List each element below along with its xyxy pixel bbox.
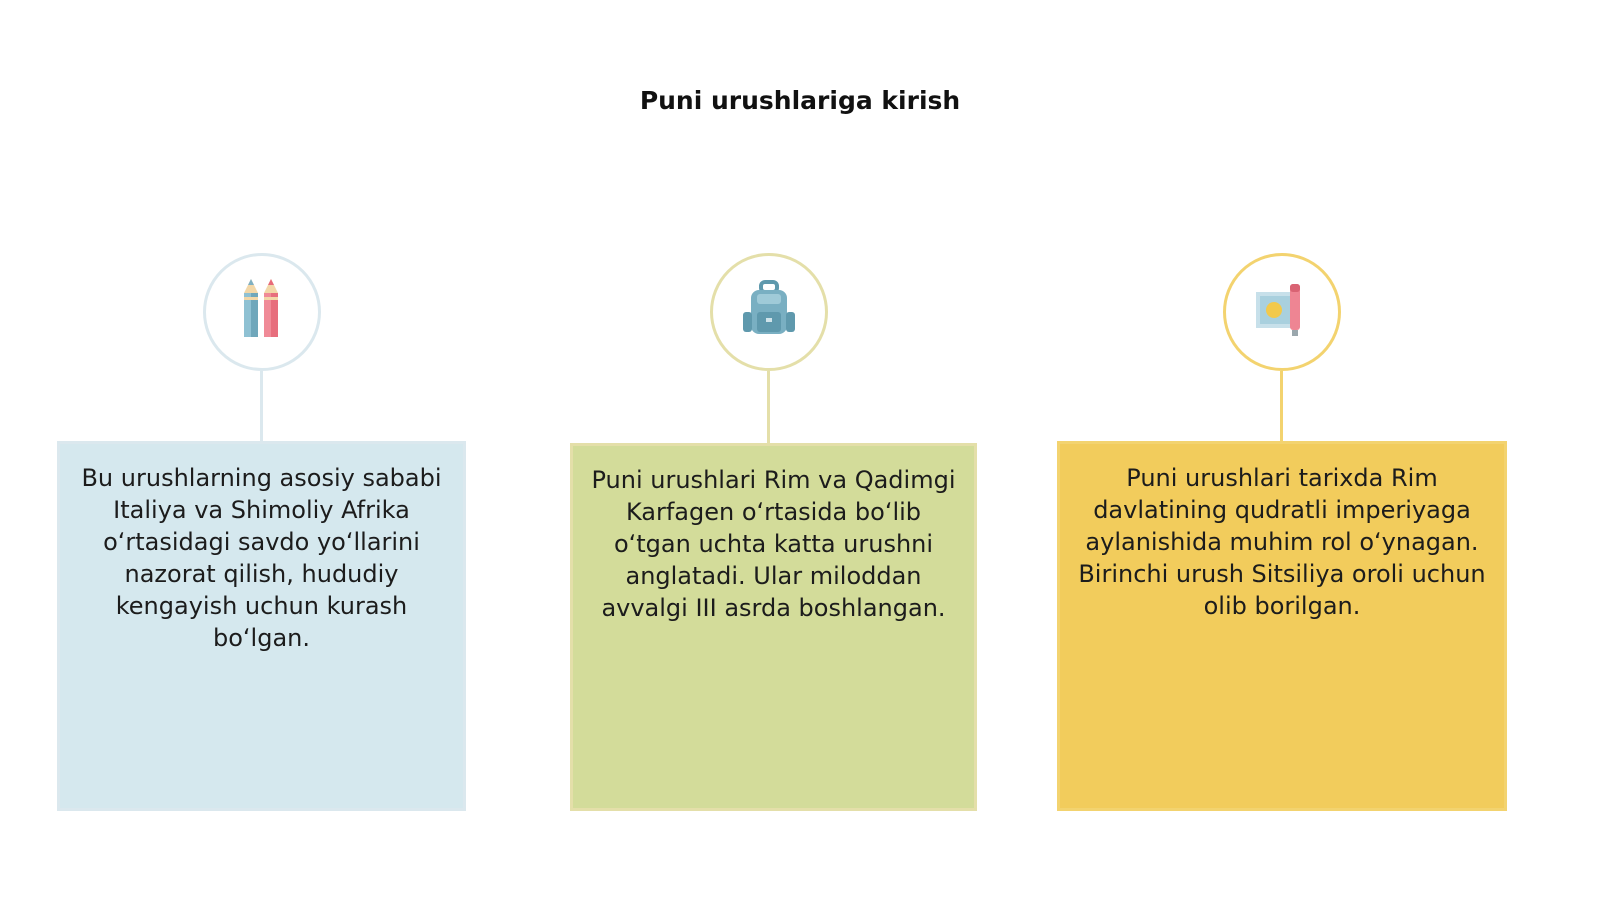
card-text-1: Bu urushlarning asosiy sababi Italiya va Shimoliy Afrika oʻrtasidagi savdo yoʻllarini nazorat qilish, hududiy kengayish uchun kurash boʻlgan.	[81, 464, 442, 652]
icon-circle-2	[710, 253, 828, 371]
connector-line-3	[1280, 371, 1283, 441]
painting-icon	[1250, 278, 1314, 347]
icon-circle-1	[203, 253, 321, 371]
info-card-2	[570, 443, 977, 811]
connector-line-1	[260, 371, 263, 441]
card-text-2: Puni urushlari Rim va Qadimgi Karfagen oʻrtasida boʻlib oʻtgan uchta katta urushni anglatadi. Ular miloddan avvalgi III asrda boshlangan.	[591, 466, 956, 622]
pencils-icon	[232, 275, 292, 350]
icon-circle-3	[1223, 253, 1341, 371]
info-card-1	[57, 441, 466, 811]
slide-title: Puni urushlariga kirish	[639, 86, 961, 115]
connector-line-2	[767, 371, 770, 443]
card-text-3: Puni urushlari tarixda Rim davlatining qudratli imperiyaga aylanishida muhim rol oʻynagan. Birinchi urush Sitsiliya oroli uchun olib borilgan.	[1078, 464, 1486, 620]
backpack-icon	[737, 278, 801, 347]
info-card-3	[1057, 441, 1507, 811]
